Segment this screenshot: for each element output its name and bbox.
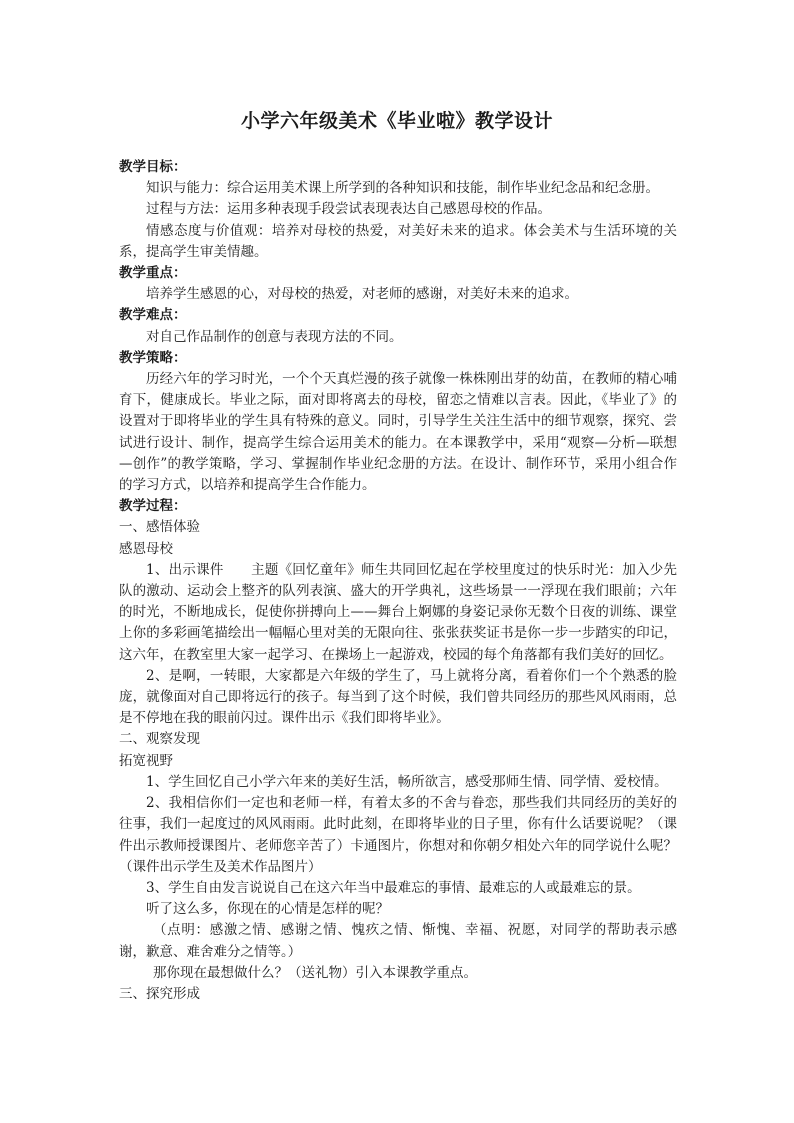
document-body (119, 157, 677, 1005)
part2-paragraph-6: 那你现在最想做什么？（送礼物）引入本课教学重点。 (153, 964, 477, 981)
part1-paragraph-1: 1、出示课件 主题《回忆童年》师生共同回忆起在学校里度过的快乐时光：加入少先队的激动、运动会上整齐的队列表演、盛大的开学典礼，这些场景一一浮现在我们眼前；六年的时光，不断地成长，促使你拼搏向上——舞台上婀娜的身姿记录你无数个日夜的训练、课堂上你的多彩画笔描绘出一幅幅心里对美的无限向往、张张获奖证书是你一步一步踏实的印记，这六年，在教室里大家一起学习、在操场上一起游戏，校园的每个角落都有我们美好的回忆。 (119, 561, 677, 663)
difficulties-heading: 教学难点： (119, 307, 187, 324)
objective-process: 过程与方法：运用多种表现手段尝试表现表达自己感恩母校的作品。 (146, 201, 551, 218)
strategy-heading: 教学策略： (119, 349, 187, 366)
part2-subtitle: 拓宽视野 (119, 752, 173, 769)
objective-emotion: 情感态度与价值观：培养对母校的热爱，对美好未来的追求。体会美术与生活环境的关系，提高学生审美情趣。 (119, 222, 677, 260)
objectives-heading: 教学目标： (119, 159, 187, 175)
part2-paragraph-3: 3、学生自由发言说说自己在这六年当中最难忘的事情、最难忘的人或最难忘的景。 (146, 879, 641, 896)
objective-knowledge: 知识与能力：综合运用美术课上所学到的各种知识和技能，制作毕业纪念品和纪念册。 (146, 180, 659, 197)
document-title: 小学六年级美术《毕业啦》教学设计 (240, 110, 553, 132)
part2-title: 二、观察发现 (119, 731, 200, 748)
part1-subtitle: 感恩母校 (119, 540, 173, 557)
key-points-heading: 教学重点： (119, 265, 187, 282)
part3-title: 三、探究形成 (119, 985, 200, 1002)
part1-paragraph-2: 2、是啊，一转眼，大家都是六年级的学生了，马上就将分离，看着你们一个个熟悉的脸庞，就像面对自己即将远行的孩子。每当到了这个时候，我们曾共同经历的那些风风雨雨，总是不停地在我的眼前闪过。课件出示《我们即将毕业》。 (119, 667, 677, 727)
part1-title: 一、感悟体验 (119, 519, 200, 536)
process-heading: 教学过程： (119, 498, 187, 515)
part2-paragraph-5: （点明：感激之情、感谢之情、愧疚之情、惭愧、幸福、祝愿，对同学的帮助表示感谢，歉意、难舍难分之情等。） (119, 922, 677, 960)
key-points-text: 培养学生感恩的心，对母校的热爱，对老师的感谢，对美好未来的追求。 (146, 286, 578, 303)
strategy-text: 历经六年的学习时光，一个个天真烂漫的孩子就像一株株刚出芽的幼苗，在教师的精心哺育下，健康成长。毕业之际，面对即将离去的母校，留恋之情难以言表。因此，《毕业了》的设置对于即将毕业的学生具有特殊的意义。同时，引导学生关注生活中的细节观察，探究、尝试进行设计、制作，提高学生综合运用美术的能力。在本课教学中，采用“观察—分析—联想—创作”的教学策略，学习、掌握制作毕业纪念册的方法。在设计、制作环节，采用小组合作的学习方式，以培养和提高学生合作能力。 (119, 371, 677, 494)
part2-paragraph-1: 1、学生回忆自己小学六年来的美好生活，畅所欲言，感受那师生情、同学情、爱校情。 (146, 773, 668, 790)
part2-paragraph-2: 2、我相信你们一定也和老师一样，有着太多的不舍与眷恋，那些我们共同经历的美好的往事，我们一起度过的风风雨雨。此时此刻，在即将毕业的日子里，你有什么话要说呢？（课件出示教师授课图片、老师您辛苦了）卡通图片，你想对和你朝夕相处六年的同学说什么呢？（课件出示学生及美术作品图片） (119, 795, 677, 875)
part2-paragraph-4: 听了这么多，你现在的心情是怎样的呢？ (146, 901, 389, 918)
difficulties-text: 对自己作品制作的创意与表现方法的不同。 (146, 328, 403, 345)
